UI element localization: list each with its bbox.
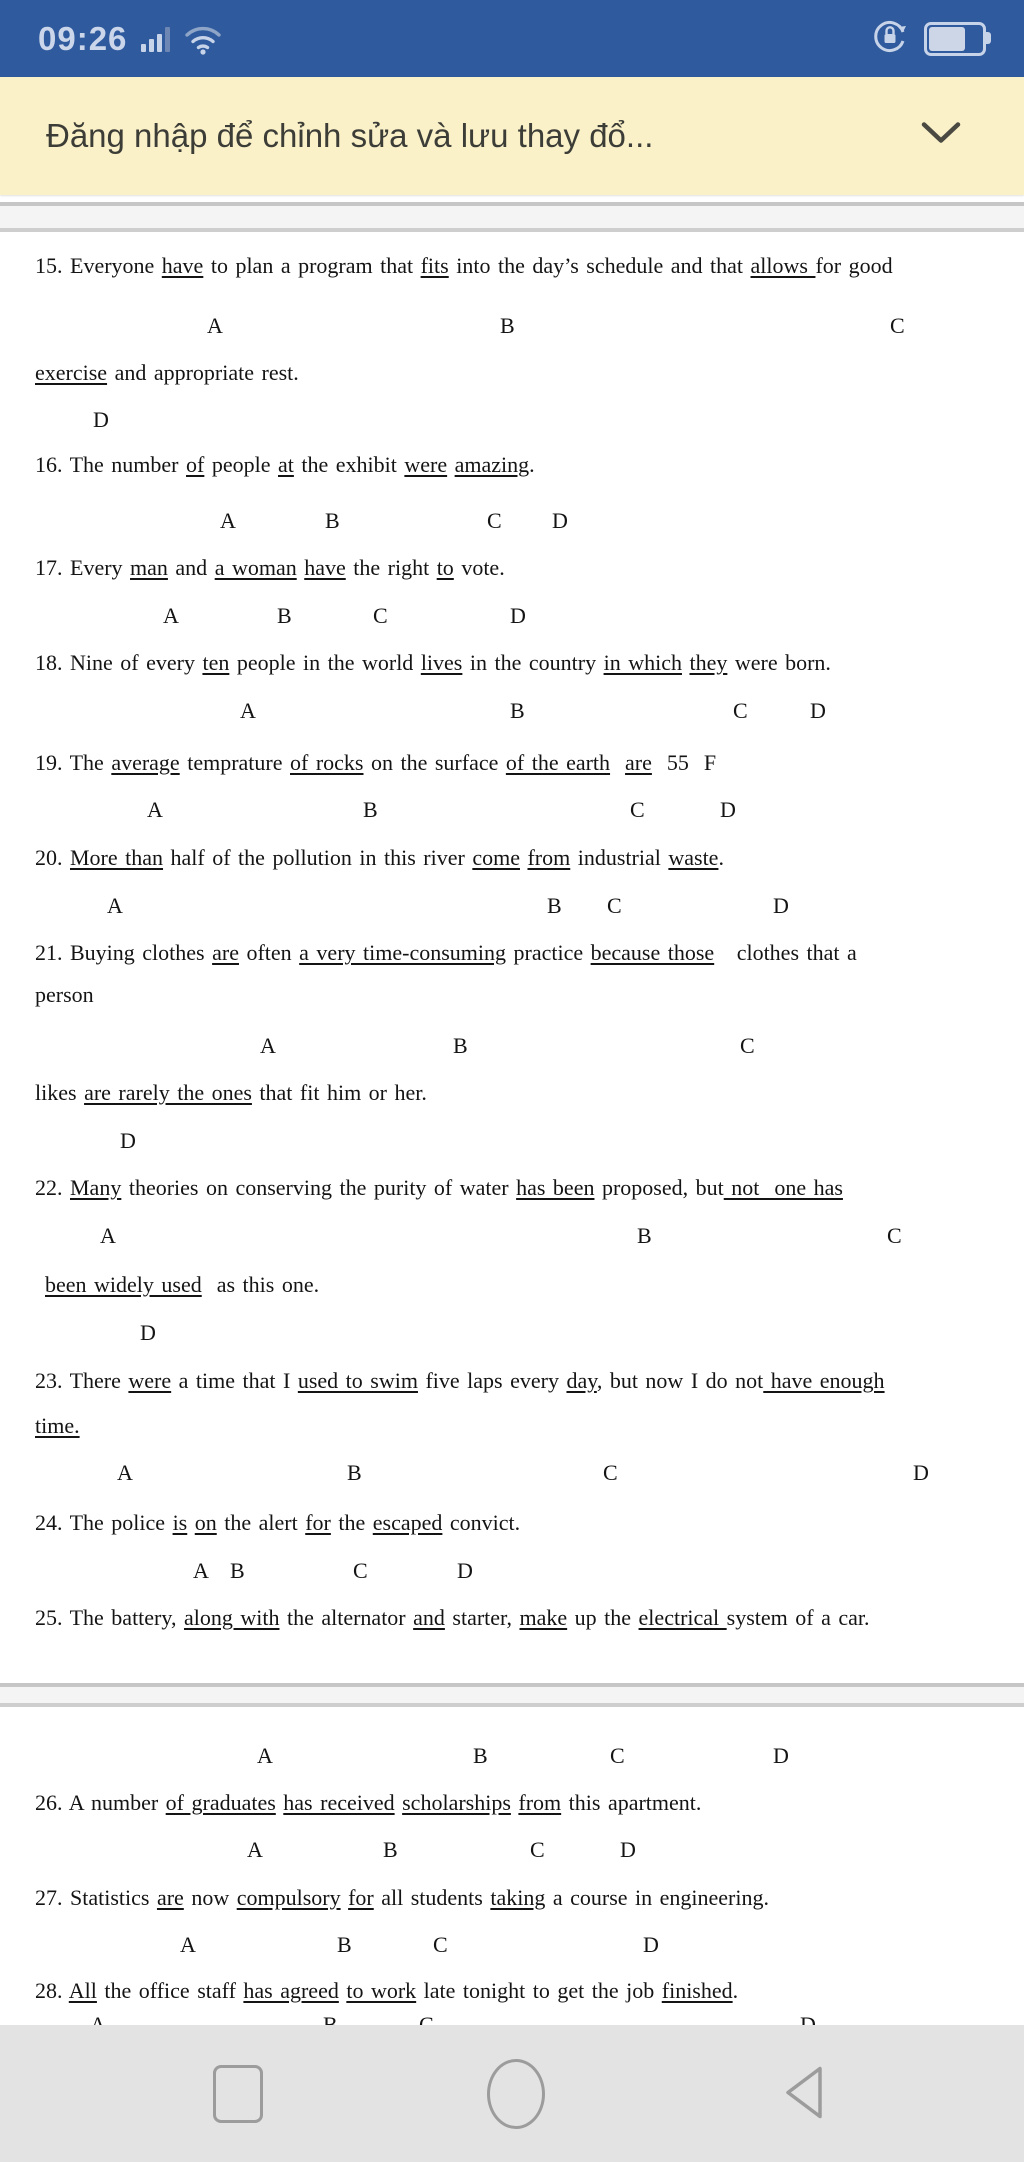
underlined-choice-text: lives [420,650,463,675]
text-segment: 27. Statistics [35,1885,157,1910]
underlined-choice-text: were [128,1368,172,1393]
option-letter-A: A [180,1932,196,1957]
underlined-choice-text: has received [283,1790,395,1815]
underlined-choice-text: are rarely the ones [84,1080,252,1105]
option-letter-B: B [383,1837,398,1862]
text-segment: temprature [179,750,290,775]
answer-options-row [0,407,1024,434]
status-bar [0,0,1024,77]
login-banner[interactable] [0,77,1024,195]
page-break [0,1683,1024,1707]
underlined-choice-text: on [194,1510,217,1535]
text-segment: 22. [35,1175,70,1200]
question-text-line [35,845,724,871]
text-segment: in the country [462,650,604,675]
option-letter-D: D [93,407,109,432]
option-letter-A: A [100,1223,116,1248]
text-segment: , but now I do not [596,1368,764,1393]
text-segment: all students [373,1885,491,1910]
text-segment: . [732,1978,739,2003]
underlined-choice-text: have [161,253,204,278]
option-letter-D: D [120,1128,136,1153]
option-letter-A: A [107,893,123,918]
option-letter-A: A [260,1033,276,1058]
answer-options-row [0,508,1024,535]
text-segment [341,1885,349,1910]
text-segment: to plan a program that [203,253,421,278]
option-letter-B: B [363,797,378,822]
underlined-choice-text: at [278,452,294,477]
home-icon [487,2059,545,2129]
text-segment: late tonight to get the job [416,1978,662,2003]
option-letter-C: C [740,1033,755,1058]
underlined-choice-text: from [518,1790,562,1815]
text-segment: clothes that a [714,940,857,965]
question-text-line [35,555,505,581]
text-segment: 17. Every [35,555,131,580]
option-letter-A: A [240,698,256,723]
underlined-choice-text: are [625,750,652,775]
answer-options-row [0,1320,1024,1347]
text-segment [187,1510,195,1535]
answer-options-row [0,797,1024,824]
underlined-choice-text: time. [35,1413,80,1438]
underlined-choice-text: finished [661,1978,733,2003]
underlined-choice-text: has been [516,1175,595,1200]
underlined-choice-text: of graduates [165,1790,276,1815]
option-letter-B: B [500,313,515,338]
text-segment: practice [506,940,591,965]
option-letter-C: C [373,603,388,628]
text-segment: this apartment. [561,1790,702,1815]
underlined-choice-text: from [527,845,571,870]
option-letter-B: B [637,1223,652,1248]
underlined-choice-text: for [305,1510,331,1535]
text-segment: the exhibit [293,452,405,477]
underlined-choice-text: for [348,1885,374,1910]
question-text-line [35,1885,769,1911]
text-segment: five laps every [417,1368,567,1393]
text-segment: 15. Everyone [35,253,162,278]
text-segment: now [183,1885,237,1910]
answer-options-row [0,1128,1024,1155]
text-segment: were born. [727,650,831,675]
option-letter-D: D [457,1558,473,1583]
status-time: 09:26 [38,19,128,57]
underlined-choice-text: ten [202,650,230,675]
underlined-choice-text: in which [603,650,682,675]
underlined-choice-text: is [172,1510,188,1535]
text-segment: system of a car. [726,1605,870,1630]
text-segment: 55 F [651,750,717,775]
underlined-choice-text: taking [490,1885,546,1910]
question-text-line [35,253,893,279]
underlined-choice-text: waste [668,845,719,870]
text-segment [610,750,625,775]
option-letter-B: B [510,698,525,723]
underlined-choice-text: More than [70,845,164,870]
text-segment: up the [567,1605,639,1630]
text-segment: people in the world [229,650,421,675]
underlined-choice-text: exercise [35,360,108,385]
option-letter-A: A [117,1460,133,1485]
answer-options-row [0,893,1024,920]
text-segment: . [529,452,535,477]
option-letter-B: B [547,893,562,918]
underlined-choice-text: they [689,650,728,675]
option-letter-C: C [630,797,645,822]
text-segment: that fit him or her. [251,1080,427,1105]
text-segment: 23. There [35,1368,129,1393]
underlined-choice-text: a very time-consuming [299,940,507,965]
underlined-choice-text: scholarships [402,1790,511,1815]
login-banner-text: Đăng nhập để chỉnh sửa và lưu thay đổ... [46,117,654,154]
option-letter-C: C [733,698,748,723]
text-segment: . [718,845,724,870]
option-letter-B: B [473,1743,488,1768]
text-segment: vote. [453,555,505,580]
answer-options-row [0,603,1024,630]
underlined-choice-text: are [156,1885,184,1910]
option-letter-A: A [147,797,163,822]
text-segment: the alternator [279,1605,414,1630]
text-segment: convict. [442,1510,521,1535]
text-segment: proposed, but [594,1175,724,1200]
answer-options-row [0,1460,1024,1487]
underlined-choice-text: day [566,1368,597,1393]
option-letter-D: D [140,1320,156,1345]
underlined-choice-text: and [413,1605,445,1630]
underlined-choice-text: allows [750,253,816,278]
answer-options-row [0,1223,1024,1250]
question-text-line [35,360,299,386]
underlined-choice-text: electrical [638,1605,727,1630]
text-segment: the office staff [96,1978,244,2003]
option-letter-A: A [247,1837,263,1862]
underlined-choice-text: because those [590,940,715,965]
text-segment [447,452,455,477]
text-segment: likes [35,1080,85,1105]
question-text-line [35,940,857,966]
text-segment: 25. The battery, [35,1605,184,1630]
underlined-choice-text: has agreed [243,1978,339,2003]
chevron-down-icon[interactable] [920,121,962,152]
option-letter-D: D [913,1460,929,1485]
underlined-choice-text: to [436,555,454,580]
question-text-line [35,1413,80,1439]
text-segment: the [330,1510,373,1535]
question-text-line [35,1368,885,1394]
text-segment: 26. A number [35,1790,166,1815]
question-text-line [35,1175,843,1201]
text-segment: 28. [35,1978,69,2003]
underlined-choice-text: a woman [214,555,297,580]
option-letter-A: A [193,1558,209,1583]
answer-options-row [0,1743,1024,1770]
underlined-choice-text: been widely used [45,1272,202,1297]
back-icon [780,2062,832,2122]
page-top-edge [0,202,1024,232]
option-letter-C: C [603,1460,618,1485]
underlined-choice-text: escaped [372,1510,443,1535]
underlined-choice-text: along with [183,1605,280,1630]
question-text-line [45,1272,319,1298]
answer-options-row [0,1558,1024,1585]
option-letter-C: C [887,1223,902,1248]
text-segment: industrial [570,845,669,870]
option-letter-D: D [773,893,789,918]
option-letter-D: D [810,698,826,723]
text-segment: 21. Buying clothes [35,940,213,965]
answer-options-row [0,1033,1024,1060]
option-letter-B: B [230,1558,245,1583]
recents-icon [213,2065,263,2123]
option-letter-C: C [607,893,622,918]
question-text-line [35,982,94,1008]
text-segment: 18. Nine of every [35,650,203,675]
underlined-choice-text: come [472,845,520,870]
question-text-line [35,1978,738,2004]
text-segment: often [238,940,300,965]
text-segment: the alert [216,1510,306,1535]
answer-options-row [0,698,1024,725]
underlined-choice-text: of the earth [505,750,611,775]
battery-icon [924,22,986,56]
underlined-choice-text: make [519,1605,568,1630]
text-segment: 19. The [35,750,112,775]
answer-options-row [0,1932,1024,1959]
signal-icon [141,26,173,52]
text-segment: on the surface [363,750,506,775]
option-letter-C: C [433,1932,448,1957]
text-segment: the right [345,555,437,580]
option-letter-A: A [257,1743,273,1768]
option-letter-B: B [337,1932,352,1957]
underlined-choice-text: compulsory [236,1885,341,1910]
text-segment: theories on conserving the purity of water [121,1175,517,1200]
text-segment: a course in engineering. [545,1885,769,1910]
underlined-choice-text: were [404,452,448,477]
underlined-choice-text: Many [70,1175,122,1200]
question-text-line [35,452,535,478]
text-segment: a time that I [171,1368,298,1393]
option-letter-D: D [510,603,526,628]
underlined-choice-text: man [130,555,168,580]
option-letter-D: D [620,1837,636,1862]
underlined-choice-text: fits [420,253,449,278]
answer-options-row [0,1837,1024,1864]
text-segment: people [204,452,278,477]
question-text-line [35,650,831,676]
text-segment: 16. The number [35,452,187,477]
underlined-choice-text: not one has [723,1175,843,1200]
answer-options-row [0,313,1024,340]
text-segment: and appropriate rest. [107,360,299,385]
underlined-choice-text: to work [346,1978,417,2003]
status-right-icons [872,18,986,59]
option-letter-C: C [487,508,502,533]
text-segment: starter, [444,1605,520,1630]
underlined-choice-text: All [68,1978,97,2003]
text-segment: 20. [35,845,70,870]
recents-button[interactable] [213,2065,263,2123]
underlined-choice-text: have [304,555,346,580]
question-text-line [35,1510,520,1536]
underlined-choice-text: of rocks [290,750,364,775]
option-letter-D: D [643,1932,659,1957]
option-letter-D: D [552,508,568,533]
text-segment [395,1790,403,1815]
option-letter-D: D [773,1743,789,1768]
text-segment: person [35,982,94,1007]
text-segment: for good [815,253,893,278]
option-letter-D: D [720,797,736,822]
underlined-choice-text: amazing [454,452,530,477]
option-letter-C: C [890,313,905,338]
rotation-lock-icon [872,18,908,59]
option-letter-B: B [325,508,340,533]
underlined-choice-text: are [212,940,239,965]
option-letter-A: A [220,508,236,533]
home-button[interactable] [487,2059,545,2129]
text-segment: and [167,555,215,580]
text-segment: 24. The police [35,1510,173,1535]
option-letter-C: C [530,1837,545,1862]
question-text-line [35,1605,870,1631]
question-text-line [35,750,716,776]
wifi-icon [183,23,223,55]
question-text-line [35,1080,427,1106]
text-segment: as this one. [201,1272,320,1297]
option-letter-B: B [453,1033,468,1058]
nav-bar [0,2025,1024,2162]
underlined-choice-text: of [186,452,205,477]
underlined-choice-text: average [111,750,180,775]
text-segment: half of the pollution in this river [163,845,473,870]
question-text-line [35,1790,701,1816]
option-letter-B: B [277,603,292,628]
underlined-choice-text: have enough [763,1368,885,1393]
option-letter-B: B [347,1460,362,1485]
option-letter-C: C [610,1743,625,1768]
underlined-choice-text: used to swim [297,1368,418,1393]
back-button[interactable] [780,2062,832,2125]
text-segment: into the day’s schedule and that [448,253,751,278]
option-letter-A: A [207,313,223,338]
option-letter-A: A [163,603,179,628]
option-letter-C: C [353,1558,368,1583]
